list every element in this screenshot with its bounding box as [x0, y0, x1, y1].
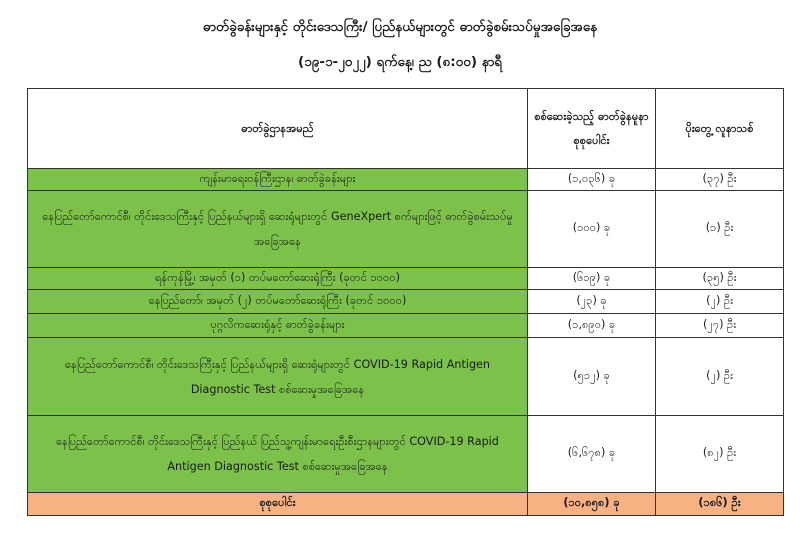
report-date: (၁၉-၁-၂၀၂၂) ရက်နေ့၊ ည (၈:၀၀) နာရီ: [297, 54, 502, 70]
tested-count: (၆,၆၇၈) ခု: [528, 416, 656, 493]
lab-name: နေပြည်တော်ကောင်စီ၊ တိုင်းဒေသကြီးနှင့် ပြည်နယ်များရှိ ဆေးရုံများတွင် GeneXpert စက်များဖြင့် ဓာတ်ခွဲစမ်းသပ်မှုအခြေအနေ: [28, 191, 528, 268]
positive-count: (၁) ဦး: [656, 191, 784, 268]
lab-name: ကျန်းမာရေးဝန်ကြီးဌာန၊ ဓာတ်ခွဲခန်းများ: [28, 169, 528, 191]
lab-name: နေပြည်တော်၊ အမှတ် (၂) တပ်မတော်ဆေးရုံကြီး (ခုတင် ၁၀၀၀): [28, 290, 528, 314]
lab-name: ပုဂ္ဂလိကဆေးရုံနှင့် ဓာတ်ခွဲခန်းများ: [28, 314, 528, 338]
positive-count: (၃၇) ဦး: [656, 169, 784, 191]
header-positive: ပိုးတွေ့ လူနာသစ်: [656, 89, 784, 169]
tested-count: (၆၁၉) ခု: [528, 268, 656, 290]
positive-count: (၂) ဦး: [656, 290, 784, 314]
positive-count: (၃၅) ဦး: [656, 268, 784, 290]
table-row: [28, 290, 784, 314]
tested-count: (၁,၈၉၀) ခု: [528, 314, 656, 338]
tested-count: (၁,၀၃၆) ခု: [528, 169, 656, 191]
total-tested: (၁၀,၈၅၈) ခု: [528, 493, 656, 516]
positive-count: (၂) ဦး: [656, 338, 784, 416]
total-positive: (၁၈၆) ဦး: [656, 493, 784, 516]
table-row: [28, 314, 784, 338]
lab-name: နေပြည်တော်ကောင်စီ၊ တိုင်းဒေသကြီးနှင့် ပြည်နယ်များရှိ ဆေးရုံများတွင် COVID-19 Rapid Antigen Diagnostic Test စစ်ဆေးမှုအခြေအနေ: [28, 338, 528, 416]
tested-count: (၂၃) ခု: [528, 290, 656, 314]
lab-testing-table: [27, 88, 784, 516]
table-row: [28, 338, 784, 416]
header-tested: စစ်ဆေးခဲ့သည့် ဓာတ်ခွဲနမူနာ စုစုပေါင်း: [528, 89, 656, 169]
table-row: [28, 268, 784, 290]
table-header-row: [28, 89, 784, 169]
lab-name: နေပြည်တော်ကောင်စီ၊ တိုင်းဒေသကြီးနှင့် ပြည်နယ် ပြည်သူ့ကျန်းမာရေးဦးစီးဌာနများတွင် COVID-19 Rapid Antigen Diagnostic Test စစ်ဆေးမှုအခြေအနေ: [28, 416, 528, 493]
table-row: [28, 169, 784, 191]
positive-count: (၂၇) ဦး: [656, 314, 784, 338]
report-title: ဓာတ်ခွဲခန်းများနှင့် တိုင်းဒေသကြီး/ ပြည်နယ်များတွင် ဓာတ်ခွဲစမ်းသပ်မှုအခြေအနေ: [202, 19, 598, 35]
positive-count: (၈၂) ဦး: [656, 416, 784, 493]
table-row: [28, 416, 784, 493]
table-row: [28, 191, 784, 268]
lab-name: ရန်ကုန်မြို့၊ အမှတ် (၁) တပ်မတော်ဆေးရုံကြီး (ခုတင် ၁၀၀၀): [28, 268, 528, 290]
tested-count: (၁၀၀) ခု: [528, 191, 656, 268]
total-label: စုစုပေါင်း: [28, 493, 528, 516]
header-lab-name: ဓာတ်ခွဲဌာနအမည်: [28, 89, 528, 169]
tested-count: (၅၁၂) ခု: [528, 338, 656, 416]
total-row: [28, 493, 784, 516]
